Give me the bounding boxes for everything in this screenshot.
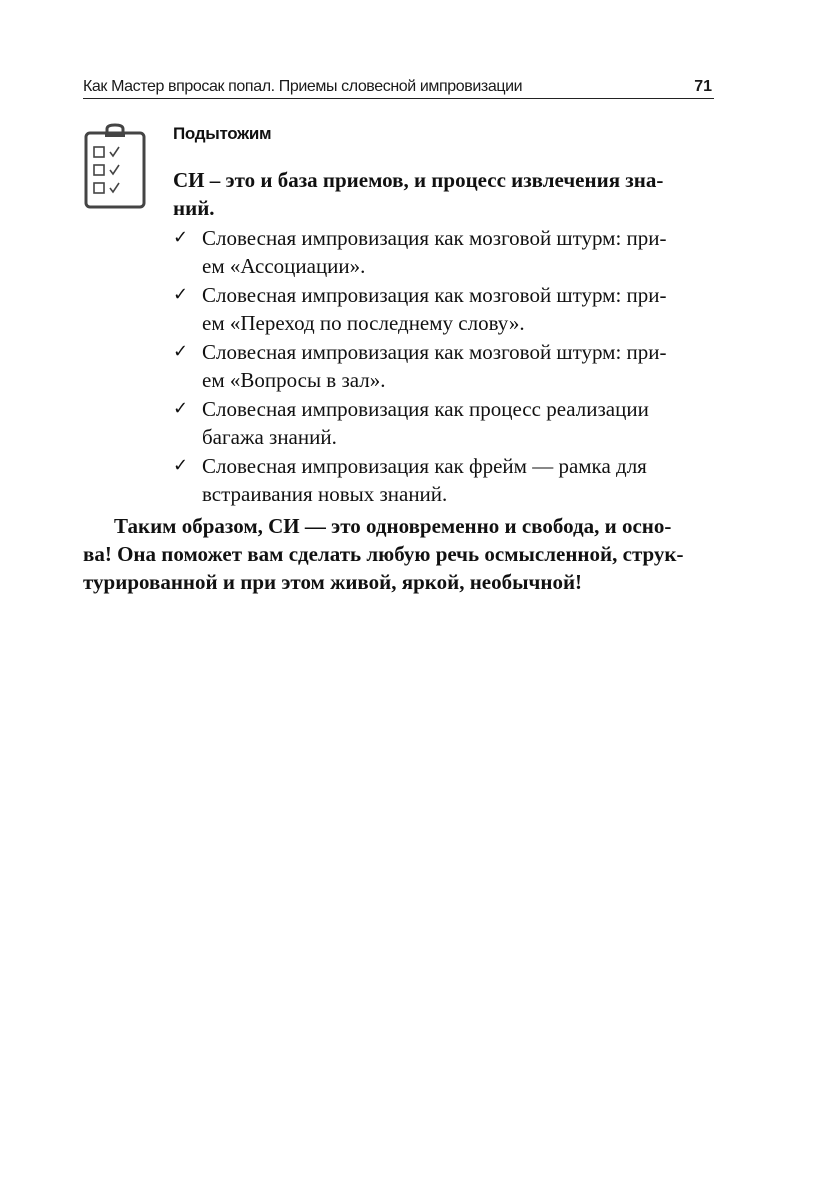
conclusion-paragraph <box>83 512 714 596</box>
running-title: Как Мастер впросак попал. Приемы словесной импровизации <box>83 78 523 95</box>
checklist-item-text: ем «Ассоциации». <box>202 254 366 278</box>
page-number: 71 <box>694 78 712 95</box>
checklist-item-text: ем «Переход по последнему слову». <box>202 311 525 335</box>
checklist-item-text: Словесная импровизация как мозговой штурм: при- <box>202 226 667 250</box>
checklist-item <box>173 395 714 451</box>
running-header <box>83 76 714 99</box>
checklist-item <box>173 338 714 394</box>
check-mark-icon: ✓ <box>173 398 189 419</box>
checklist-item-text: ем «Вопросы в зал». <box>202 368 386 392</box>
summary-lead-line: СИ – это и база приемов, и процесс извлечения зна- <box>173 168 664 192</box>
summary-heading: Подытожим <box>173 124 272 143</box>
checklist-item-text: Словесная импровизация как процесс реализации <box>202 397 649 421</box>
checklist-item-text: Словесная импровизация как фрейм — рамка для <box>202 454 647 478</box>
checklist-icon <box>83 123 147 211</box>
conclusion-line: турированной и при этом живой, яркой, необычной! <box>83 570 583 594</box>
check-mark-icon: ✓ <box>173 227 189 248</box>
checklist-item-text: Словесная импровизация как мозговой штурм: при- <box>202 340 667 364</box>
conclusion-line: ва! Она поможет вам сделать любую речь осмысленной, струк- <box>83 542 684 566</box>
checklist-item <box>173 281 714 337</box>
check-mark-icon: ✓ <box>173 341 189 362</box>
checklist-item <box>173 224 714 280</box>
check-mark-icon: ✓ <box>173 284 189 305</box>
checklist-item-text: встраивания новых знаний. <box>202 482 448 506</box>
checklist-item-text: багажа знаний. <box>202 425 337 449</box>
summary-lead-line: ний. <box>173 196 215 220</box>
check-mark-icon: ✓ <box>173 455 189 476</box>
summary-checklist <box>173 224 714 509</box>
summary-lead <box>173 166 714 222</box>
conclusion-line: Таким образом, СИ — это одновременно и свобода, и осно- <box>114 514 672 538</box>
checklist-item <box>173 452 714 508</box>
checklist-item-text: Словесная импровизация как мозговой штурм: при- <box>202 283 667 307</box>
